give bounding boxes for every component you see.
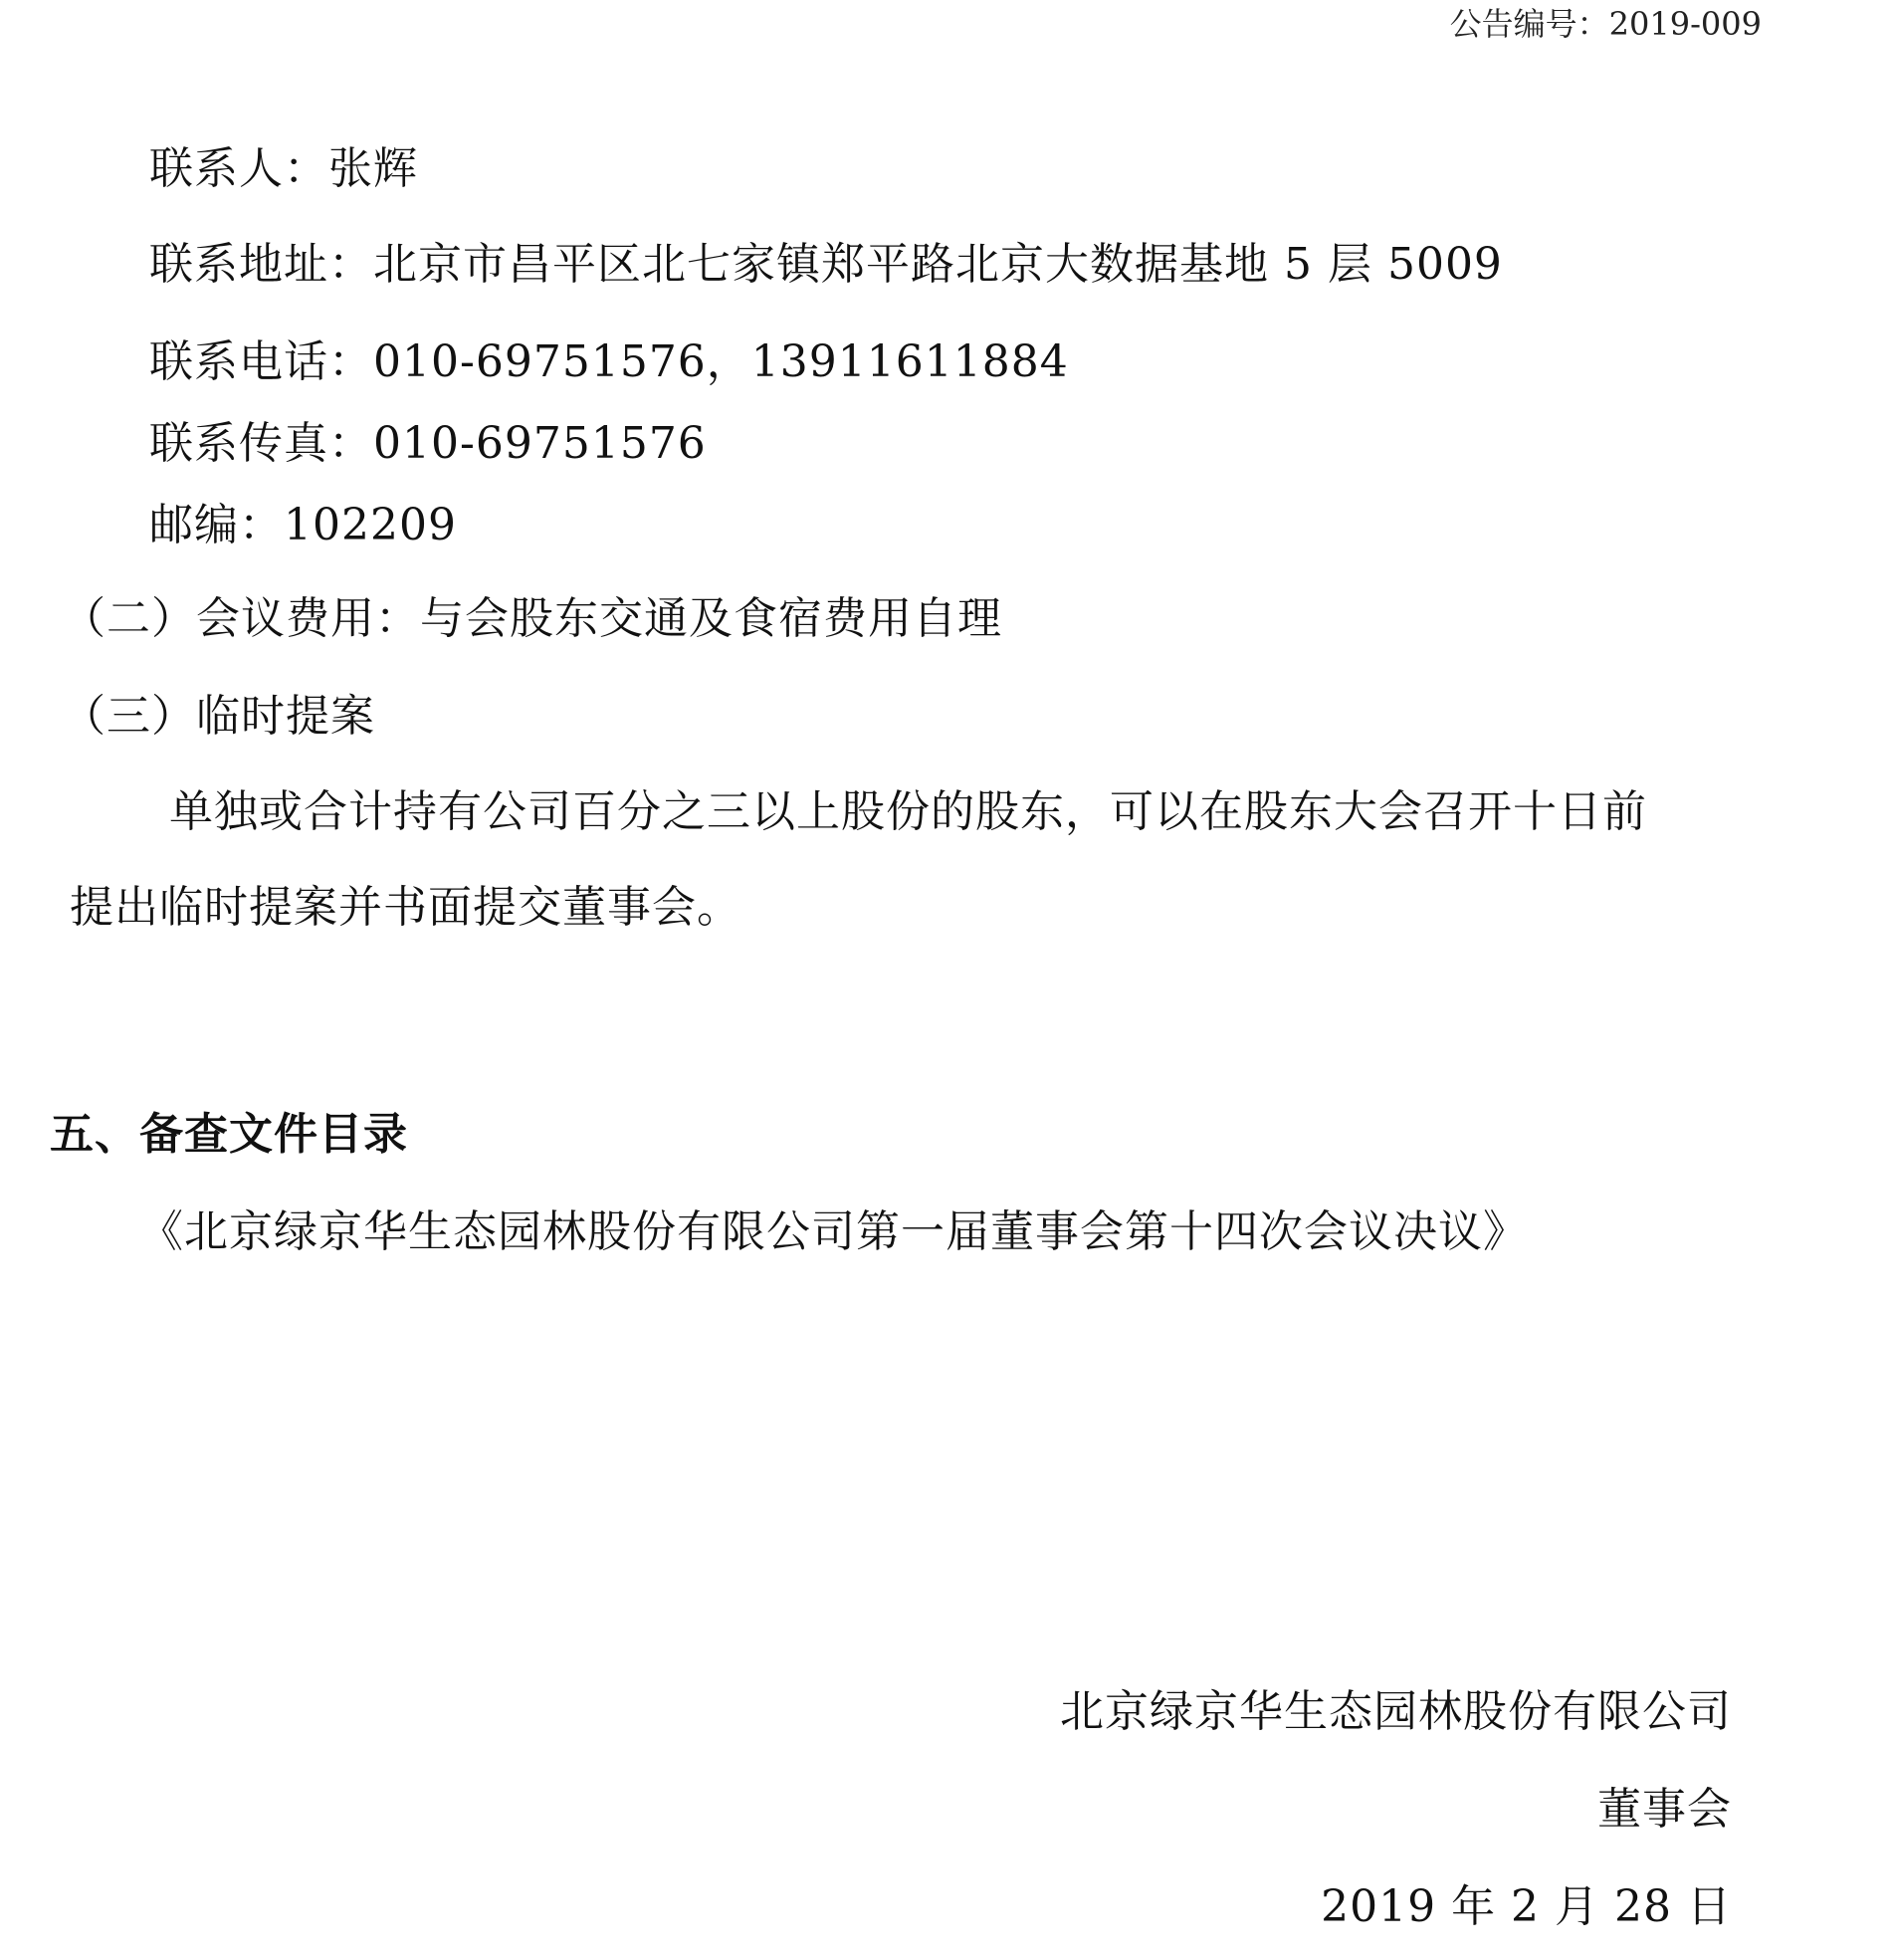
temp-proposal-heading: （三）临时提案	[62, 691, 375, 742]
temp-proposal-text-line1: 单独或合计持有公司百分之三以上股份的股东，可以在股东大会召开十日前	[169, 786, 1647, 837]
temp-proposal-text-line2: 提出临时提案并书面提交董事会。	[70, 882, 741, 933]
section-5-heading: 五、备查文件目录	[50, 1109, 408, 1160]
signature-date: 2019 年 2 月 28 日	[1321, 1881, 1732, 1932]
meeting-fee-item: （二）会议费用：与会股东交通及食宿费用自理	[62, 593, 1002, 644]
signature-board: 董事会	[1597, 1784, 1732, 1835]
contact-postcode: 邮编：102209	[149, 500, 457, 550]
contact-address: 联系地址：北京市昌平区北七家镇郑平路北京大数据基地 5 层 5009	[149, 239, 1503, 290]
contact-fax: 联系传真：010-69751576	[149, 418, 707, 469]
reference-document: 《北京绿京华生态园林股份有限公司第一届董事会第十四次会议决议》	[139, 1206, 1528, 1257]
contact-phone: 联系电话：010-69751576，13911611884	[149, 336, 1069, 387]
signature-company: 北京绿京华生态园林股份有限公司	[1060, 1686, 1732, 1737]
contact-person: 联系人：张辉	[149, 143, 418, 194]
announcement-number: 公告编号：2019-009	[1449, 5, 1762, 43]
